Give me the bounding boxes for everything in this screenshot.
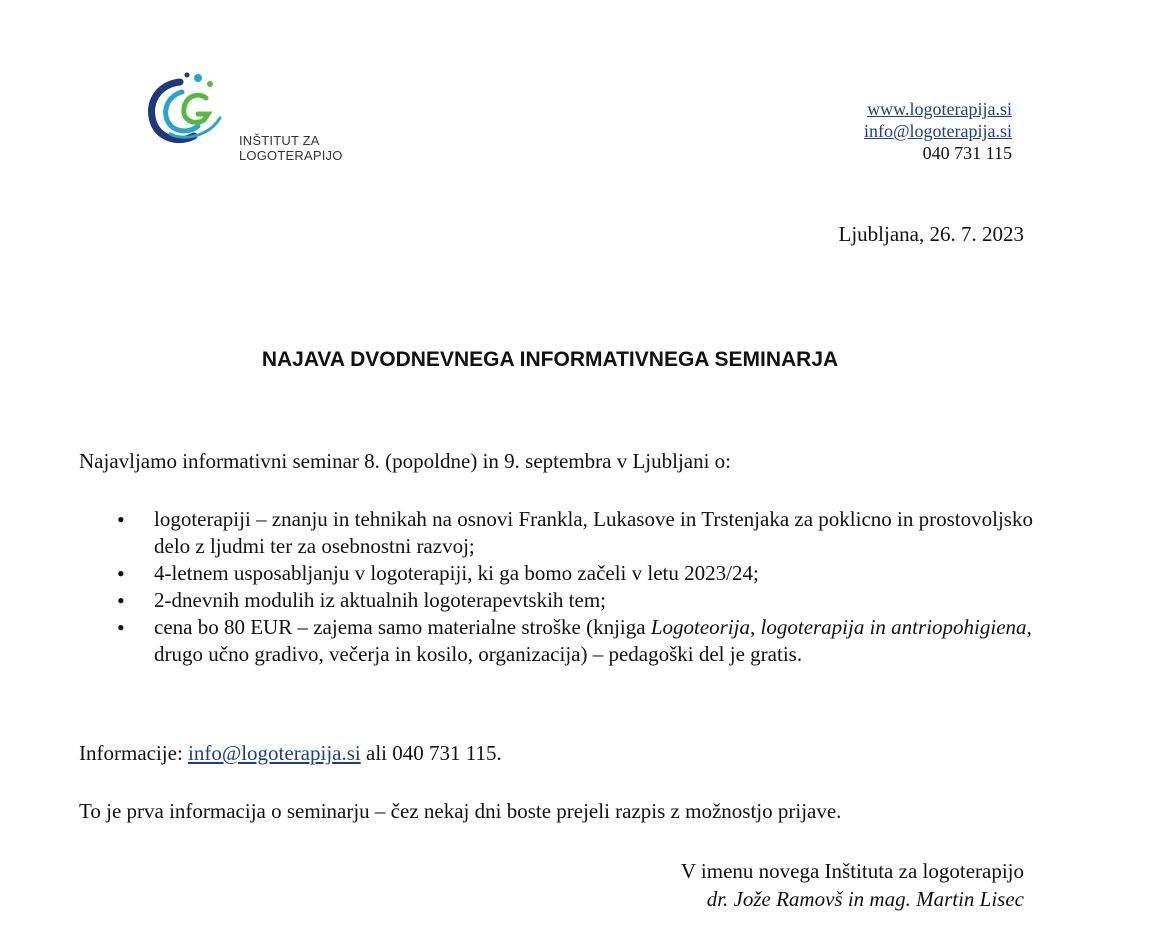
contact-block	[864, 98, 1012, 164]
email-link[interactable]: info@logoterapija.si	[188, 741, 361, 765]
info-label: Informacije:	[79, 741, 189, 765]
logo-wordmark	[239, 133, 343, 163]
bullet-text-start: cena bo 80 EUR – zajema samo materialne stroške (knjiga	[154, 615, 651, 639]
list-item	[115, 506, 1035, 560]
institute-logo	[140, 68, 240, 148]
bullet-text: 2-dnevnih modulih iz aktualnih logoterapevtskih tem;	[154, 588, 606, 612]
document-title: NAJAVA DVODNEVNEGA INFORMATIVNEGA SEMINARJA	[261, 348, 839, 371]
info-rest: ali 040 731 115.	[360, 741, 502, 765]
bullet-icon: •	[117, 588, 125, 613]
bullet-list	[115, 506, 1035, 668]
bullet-text: logoterapiji – znanju in tehnikah na osnovi Frankla, Lukasove in Trstenjaka za poklicno in prostovoljsko delo z ljudmi ter za osebnostni razvoj;	[154, 507, 1033, 558]
book-title: Logoteorija, logoterapija in antriopohigiena,	[650, 615, 1032, 639]
bullet-text: 4-letnem usposabljanju v logoterapiji, ki ga bomo začeli v letu 2023/24;	[154, 561, 759, 585]
list-item	[115, 560, 1035, 587]
list-item	[115, 587, 1035, 614]
website-link[interactable]: www.logoterapija.si	[867, 99, 1012, 119]
bullet-icon: •	[117, 615, 125, 640]
list-item	[115, 614, 1035, 668]
signature-block	[681, 857, 1024, 913]
intro-paragraph: Najavljamo informativni seminar 8. (popoldne) in 9. septembra v Ljubljani o:	[79, 449, 732, 473]
phone-number: 040 731 115	[922, 143, 1012, 163]
logo-text-line1: INŠTITUT ZA	[239, 133, 320, 148]
logo-text-line2: LOGOTERAPIJO	[239, 148, 343, 163]
notice-paragraph: To je prva informacija o seminarju – čez nekaj dni boste prejeli razpis z možnostjo prijave.	[79, 799, 842, 823]
bullet-icon: •	[117, 561, 125, 586]
signature-line1: V imenu novega Inštituta za logoterapijo	[680, 859, 1024, 883]
letter-date: Ljubljana, 26. 7. 2023	[838, 222, 1024, 246]
email-link-header[interactable]: info@logoterapija.si	[863, 121, 1012, 141]
bullet-text-end: drugo učno gradivo, večerja in kosilo, organizacija) – pedagoški del je gratis.	[154, 642, 803, 666]
bullet-icon: •	[117, 507, 125, 532]
info-line	[79, 741, 502, 766]
signature-names: dr. Jože Ramovš in mag. Martin Lisec	[706, 887, 1024, 911]
